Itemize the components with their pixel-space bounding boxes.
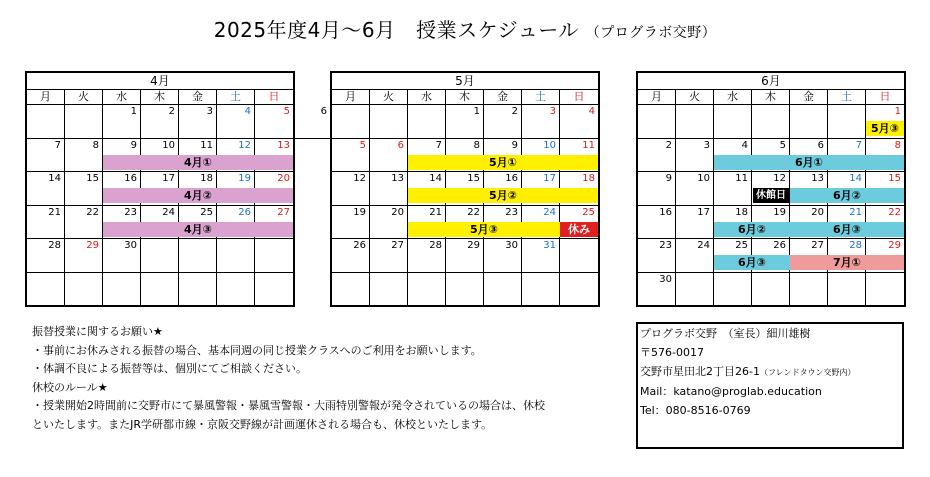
day-number: 24: [162, 206, 175, 218]
month-header: 6月: [638, 73, 904, 90]
day-number: 13: [391, 173, 404, 184]
day-number: 30: [505, 240, 518, 251]
day-cell: [638, 172, 676, 206]
contact-address: [640, 362, 902, 382]
day-number: 26: [353, 240, 366, 251]
day-number: 10: [543, 139, 556, 151]
day-number: 21: [429, 206, 442, 218]
day-cell: [560, 239, 598, 273]
day-number: 30: [124, 240, 137, 251]
contact-mail[interactable]: Mail：katano@proglab.education: [640, 385, 822, 398]
day-number: 15: [86, 173, 99, 184]
day-cell: [255, 239, 293, 273]
day-number: 1: [130, 106, 137, 117]
day-cell: [332, 239, 370, 273]
day-cell: [560, 273, 598, 307]
day-cell: [638, 206, 676, 240]
day-cell: [714, 273, 752, 307]
note-closure-1: ・授業開始2時間前に交野市にて暴風警報・暴風雪警報・大雨特別警報が発令されているの場合は、休校: [32, 399, 545, 412]
day-cell: [446, 105, 484, 139]
day-cell: [65, 172, 103, 206]
day-cell: [27, 172, 65, 206]
day-number: 6: [320, 106, 327, 117]
day-cell: [332, 105, 370, 139]
day-number: 28: [849, 240, 862, 251]
day-number: 3: [206, 106, 213, 117]
day-number: 3: [549, 106, 556, 117]
day-cell: [370, 139, 408, 173]
day-number: 15: [467, 173, 480, 184]
day-cell: [370, 172, 408, 206]
day-cell: [676, 172, 714, 206]
day-number: 29: [86, 240, 99, 251]
day-number: 11: [200, 139, 213, 151]
day-cell: [446, 273, 484, 307]
day-cell: [866, 273, 904, 307]
day-number: 24: [697, 240, 710, 251]
day-cell: [65, 273, 103, 307]
day-number: 26: [773, 240, 786, 251]
day-number: 11: [735, 173, 748, 184]
day-number: 21: [849, 206, 862, 218]
day-number: 19: [238, 173, 251, 184]
day-number: 4: [244, 106, 251, 117]
day-number: 27: [391, 240, 404, 251]
day-cell: [560, 105, 598, 139]
class-bar-session: 4月①: [103, 155, 293, 170]
day-number: 16: [505, 173, 518, 184]
day-number: 22: [467, 206, 480, 218]
day-number: 25: [582, 206, 595, 218]
weekday-header: 水: [408, 89, 446, 105]
class-bar-session: 6月③: [714, 255, 790, 270]
day-cell: [65, 206, 103, 240]
day-cell: [828, 273, 866, 307]
day-number: 26: [238, 206, 251, 218]
day-cell: [752, 105, 790, 139]
weekday-header: 金: [179, 89, 217, 105]
class-bar-session: 5月③: [408, 222, 560, 237]
day-number: 12: [353, 173, 366, 184]
day-cell: [217, 239, 255, 273]
day-cell: [752, 273, 790, 307]
day-number: 8: [473, 139, 480, 151]
day-cell: [103, 105, 141, 139]
day-cell: [522, 273, 560, 307]
day-cell: [293, 105, 331, 139]
day-number: 6: [817, 139, 824, 151]
class-bar-session: 6月①: [714, 155, 904, 170]
day-number: 14: [48, 173, 61, 184]
day-number: 19: [773, 206, 786, 218]
day-number: 9: [665, 173, 672, 184]
note-closure-heading: 休校のルール★: [32, 380, 108, 394]
class-bar-session: 5月②: [408, 188, 598, 203]
note-closure-2: といたします。またJR学研都市線・京阪交野線が計画運休される場合も、休校といたします。: [32, 417, 493, 431]
note-makeup-1: ・事前にお休みされる振替の場合、基本同週の同じ授業クラスへのご利用をお願いします。: [32, 343, 482, 357]
day-number: 29: [467, 240, 480, 251]
weekday-header: 木: [752, 89, 790, 105]
class-bar-session: 4月③: [103, 222, 293, 237]
day-cell: [217, 105, 255, 139]
weekday-header: 日: [560, 89, 598, 105]
day-number: 1: [894, 106, 901, 117]
day-number: 23: [124, 206, 137, 218]
day-cell: [332, 172, 370, 206]
day-number: 4: [741, 139, 748, 151]
day-cell: [27, 105, 65, 139]
day-number: 14: [849, 173, 862, 184]
day-cell: [676, 273, 714, 307]
day-cell: [714, 105, 752, 139]
day-number: 13: [811, 173, 824, 184]
day-cell: [484, 105, 522, 139]
day-cell: [255, 105, 293, 139]
day-cell: [65, 139, 103, 173]
day-cell: [27, 239, 65, 273]
day-cell: [141, 239, 179, 273]
day-cell: [676, 105, 714, 139]
day-number: 16: [124, 173, 137, 184]
weekday-header: 土: [828, 89, 866, 105]
day-cell: [370, 206, 408, 240]
note-makeup-heading: 振替授業に関するお願い★: [32, 325, 163, 338]
day-cell: [103, 239, 141, 273]
day-cell: [828, 105, 866, 139]
day-number: 5: [283, 106, 290, 117]
day-number: 11: [582, 139, 595, 151]
contact-address-note: （フレンドタウン交野内）: [759, 368, 856, 377]
day-cell: [790, 105, 828, 139]
day-number: 22: [86, 206, 99, 218]
day-number: 21: [48, 206, 61, 218]
day-number: 15: [888, 173, 901, 184]
month-header: 5月: [332, 73, 598, 90]
day-number: 29: [888, 240, 901, 251]
day-cell: [408, 239, 446, 273]
day-number: 1: [473, 106, 480, 117]
class-bar-session: 6月②: [714, 222, 790, 237]
day-number: 27: [811, 240, 824, 251]
day-number: 14: [429, 173, 442, 184]
day-number: 17: [543, 173, 556, 184]
day-cell: [103, 273, 141, 307]
day-cell: [217, 273, 255, 307]
day-number: 12: [238, 139, 251, 151]
contact-address-main: 交野市星田北2丁目26-1: [640, 365, 760, 378]
day-number: 8: [894, 139, 901, 151]
day-cell: [141, 105, 179, 139]
weekday-header: 火: [65, 89, 103, 105]
day-cell: [638, 273, 676, 307]
day-cell: [27, 139, 65, 173]
day-number: 16: [659, 206, 672, 218]
day-cell: [522, 239, 560, 273]
day-cell: [408, 273, 446, 307]
day-cell: [332, 206, 370, 240]
day-cell: [408, 105, 446, 139]
day-number: 31: [543, 240, 556, 251]
class-bar-session: 6月③: [790, 222, 904, 237]
day-number: 3: [703, 139, 710, 151]
weekday-header: 土: [217, 89, 255, 105]
day-number: 18: [735, 206, 748, 218]
day-cell: [179, 273, 217, 307]
weekday-header: 月: [638, 89, 676, 105]
day-cell: [370, 239, 408, 273]
day-number: 17: [697, 206, 710, 218]
day-cell: [522, 105, 560, 139]
day-cell: [676, 206, 714, 240]
contact-box: [636, 322, 904, 449]
class-bar-session: 4月②: [103, 188, 293, 203]
day-number: 10: [697, 173, 710, 184]
day-cell: [676, 139, 714, 173]
day-number: 5: [779, 139, 786, 151]
contact-name: プログラボ交野 （室長）細川雄樹: [640, 327, 811, 340]
weekday-header: 月: [27, 89, 65, 105]
day-cell: [27, 273, 65, 307]
class-bar-closed-day: 休館日: [753, 188, 789, 203]
weekday-header: 土: [522, 89, 560, 105]
month-header: 4月: [27, 73, 293, 90]
day-number: 6: [397, 139, 404, 151]
day-number: 28: [429, 240, 442, 251]
contact-tel[interactable]: Tel：080-8516-0769: [640, 404, 751, 417]
page-title: [0, 14, 930, 43]
day-cell: [255, 273, 293, 307]
weekday-header: 月: [332, 89, 370, 105]
day-number: 10: [162, 139, 175, 151]
day-number: 20: [391, 206, 404, 218]
class-bar-holiday: 休み: [560, 222, 598, 237]
weekday-header: 金: [790, 89, 828, 105]
weekday-header: 木: [141, 89, 179, 105]
day-number: 19: [353, 206, 366, 218]
day-cell: [484, 239, 522, 273]
calendar-may: [330, 71, 600, 307]
day-number: 2: [665, 139, 672, 151]
title-school: （プログラボ交野）: [585, 25, 717, 41]
day-cell: [332, 139, 370, 173]
class-bar-session: 7月①: [790, 255, 904, 270]
day-cell: [638, 105, 676, 139]
weekday-header: 火: [676, 89, 714, 105]
day-cell: [65, 239, 103, 273]
day-number: 24: [543, 206, 556, 218]
day-number: 9: [511, 139, 518, 151]
day-cell: [179, 105, 217, 139]
calendar-april: [25, 71, 327, 307]
day-number: 4: [588, 106, 595, 117]
weekday-header: 日: [866, 89, 904, 105]
weekday-header: 水: [714, 89, 752, 105]
class-bar-session: 5月③: [866, 121, 904, 136]
day-cell: [714, 172, 752, 206]
day-number: 17: [162, 173, 175, 184]
day-number: 9: [130, 139, 137, 151]
weekday-header: 火: [370, 89, 408, 105]
day-number: 12: [773, 173, 786, 184]
day-number: 27: [277, 206, 290, 218]
day-number: 2: [511, 106, 518, 117]
day-number: 2: [168, 106, 175, 117]
day-cell: [676, 239, 714, 273]
notes-section: [32, 323, 545, 434]
day-number: 30: [659, 273, 672, 285]
day-cell: [446, 239, 484, 273]
contact-postal: 〒576-0017: [640, 346, 704, 359]
weekday-header: 日: [255, 89, 293, 105]
day-cell: [484, 273, 522, 307]
day-number: 23: [659, 240, 672, 251]
day-cell: [370, 105, 408, 139]
day-number: 20: [277, 173, 290, 184]
note-makeup-2: ・体調不良による振替等は、個別にてご相談ください。: [32, 362, 307, 375]
day-number: 25: [735, 240, 748, 251]
day-number: 18: [582, 173, 595, 184]
day-cell: [370, 273, 408, 307]
day-cell: [790, 273, 828, 307]
day-number: 7: [54, 139, 61, 151]
class-bar-session: 5月①: [408, 155, 598, 170]
day-number: 20: [811, 206, 824, 218]
day-number: 5: [359, 139, 366, 151]
day-number: 13: [277, 139, 290, 151]
day-number: 7: [855, 139, 862, 151]
day-number: 18: [200, 173, 213, 184]
day-number: 8: [92, 139, 99, 151]
weekday-header: 木: [446, 89, 484, 105]
class-bar-session: 6月②: [790, 188, 904, 203]
weekday-header: 水: [103, 89, 141, 105]
weekday-header: 金: [484, 89, 522, 105]
day-number: 23: [505, 206, 518, 218]
title-main: 2025年度4月～6月 授業スケジュール: [213, 18, 579, 42]
day-number: 28: [48, 240, 61, 251]
calendar-june: [636, 71, 906, 307]
day-cell: [638, 139, 676, 173]
day-cell: [141, 273, 179, 307]
day-number: 22: [888, 206, 901, 218]
day-cell: [638, 239, 676, 273]
day-number: 25: [200, 206, 213, 218]
day-cell: [65, 105, 103, 139]
day-number: 7: [435, 139, 442, 151]
day-cell: [27, 206, 65, 240]
day-cell: [332, 273, 370, 307]
day-cell: [179, 239, 217, 273]
